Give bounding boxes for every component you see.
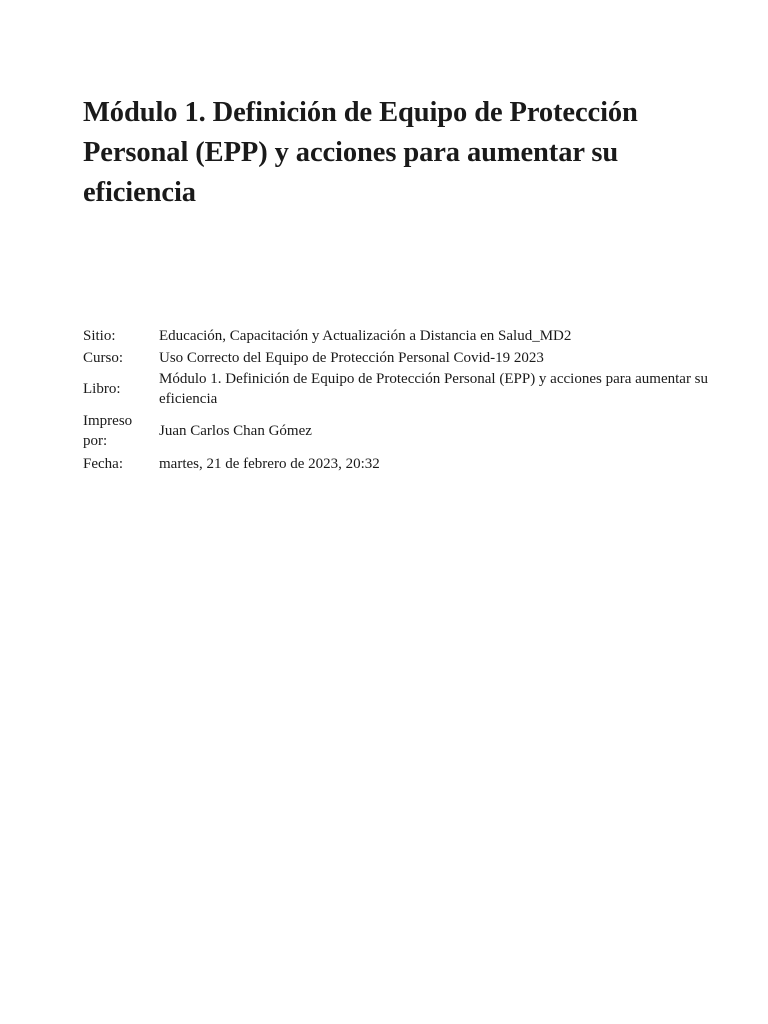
libro-label: Libro: [83, 381, 121, 397]
fecha-value: martes, 21 de febrero de 2023, 20:32 [159, 456, 380, 472]
metadata-row-sitio [83, 325, 733, 347]
impreso-value: Juan Carlos Chan Gómez [159, 423, 312, 439]
metadata-row-curso [83, 347, 733, 369]
metadata-row-libro [83, 369, 733, 409]
metadata-row-fecha [83, 453, 733, 475]
book-metadata-table [83, 325, 733, 475]
curso-value: Uso Correcto del Equipo de Protección Personal Covid-19 2023 [159, 350, 544, 366]
sitio-value: Educación, Capacitación y Actualización a Distancia en Salud_MD2 [159, 328, 572, 344]
sitio-label: Sitio: [83, 328, 116, 344]
fecha-label: Fecha: [83, 456, 123, 472]
curso-label: Curso: [83, 350, 124, 366]
impreso-label: Impreso por: [83, 413, 133, 449]
document-title: Módulo 1. Definición de Equipo de Protección Personal (EPP) y acciones para aumentar su eficiencia [83, 97, 638, 208]
metadata-row-impreso [83, 409, 733, 453]
libro-value: Módulo 1. Definición de Equipo de Protección Personal (EPP) y acciones para aumentar su eficiencia [159, 371, 709, 407]
